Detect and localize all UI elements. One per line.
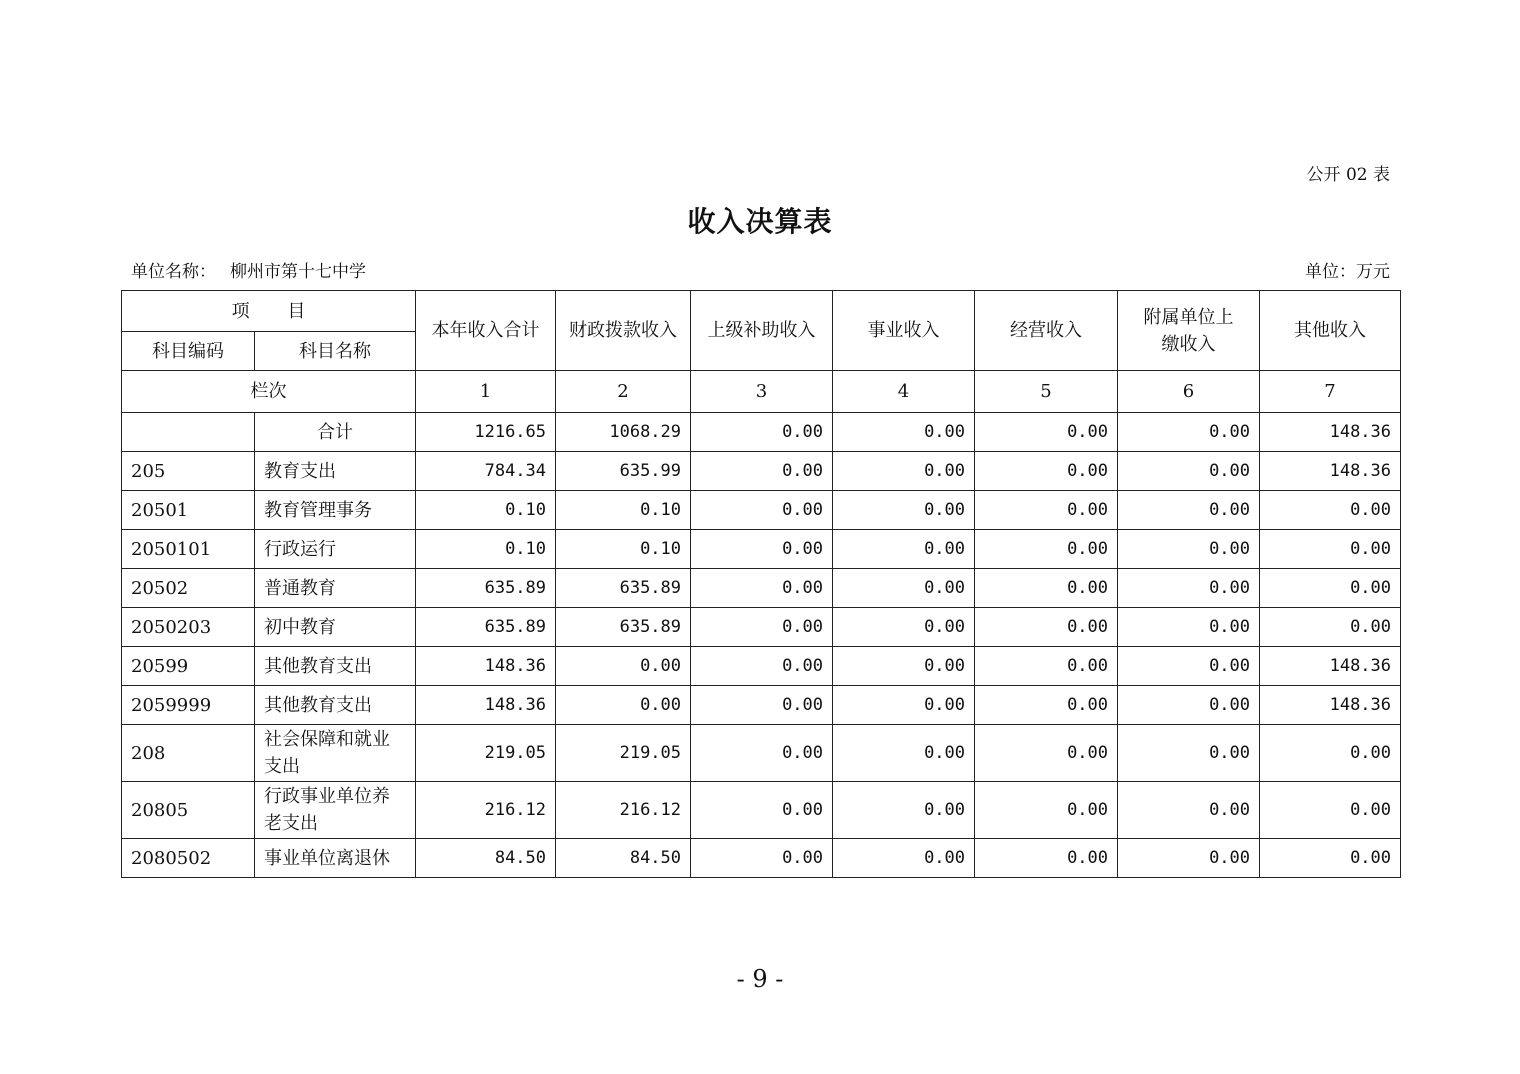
table-row: [122, 530, 1401, 569]
value-cell: 84.50: [556, 839, 691, 878]
value-cell: 0.00: [833, 725, 975, 782]
total-value: 1068.29: [556, 413, 691, 452]
column-index-number: 7: [1260, 371, 1401, 413]
table-row: [122, 608, 1401, 647]
header-col-5: 经营收入: [975, 291, 1118, 371]
value-cell: 0.00: [975, 725, 1118, 782]
value-cell: 0.00: [1260, 839, 1401, 878]
value-cell: 0.00: [975, 530, 1118, 569]
subject-name: 行政运行: [255, 530, 416, 569]
value-cell: 0.10: [416, 491, 556, 530]
value-cell: 0.00: [833, 647, 975, 686]
value-cell: 0.10: [556, 530, 691, 569]
page-number: - 9 -: [736, 965, 784, 993]
value-cell: 635.89: [416, 608, 556, 647]
value-cell: 0.00: [1260, 569, 1401, 608]
value-cell: 0.00: [1260, 491, 1401, 530]
value-cell: 0.00: [975, 569, 1118, 608]
total-value: 148.36: [1260, 413, 1401, 452]
table-row: [122, 725, 1401, 782]
value-cell: 0.00: [975, 839, 1118, 878]
value-cell: 148.36: [1260, 452, 1401, 491]
value-cell: 148.36: [1260, 686, 1401, 725]
total-value: 0.00: [833, 413, 975, 452]
value-cell: 148.36: [416, 647, 556, 686]
total-value: 0.00: [691, 413, 833, 452]
value-cell: 0.00: [691, 491, 833, 530]
value-cell: 0.00: [1260, 782, 1401, 839]
subject-code: 2059999: [122, 686, 255, 725]
value-cell: 0.00: [1118, 686, 1260, 725]
income-statement-table: [121, 290, 1401, 878]
value-cell: 148.36: [1260, 647, 1401, 686]
table-row: [122, 782, 1401, 839]
value-cell: 635.99: [556, 452, 691, 491]
value-cell: 0.00: [691, 725, 833, 782]
page-title: 收入决算表: [687, 205, 833, 238]
subject-name: 教育支出: [255, 452, 416, 491]
value-cell: 0.10: [416, 530, 556, 569]
header-col-4: 事业收入: [833, 291, 975, 371]
unit-name-label: 单位名称：: [131, 262, 216, 282]
value-cell: 0.00: [556, 647, 691, 686]
value-cell: 0.00: [1118, 725, 1260, 782]
subject-name: 其他教育支出: [255, 647, 416, 686]
value-cell: 0.00: [833, 530, 975, 569]
column-index-label: 栏次: [122, 371, 416, 413]
table-row: [122, 647, 1401, 686]
value-cell: 0.00: [691, 452, 833, 491]
column-index-number: 4: [833, 371, 975, 413]
subject-code: 20502: [122, 569, 255, 608]
header-col-3: 上级补助收入: [691, 291, 833, 371]
unit-name-line: [131, 257, 366, 282]
subject-code: 20501: [122, 491, 255, 530]
header-col-7: 其他收入: [1260, 291, 1401, 371]
value-cell: 0.00: [1260, 608, 1401, 647]
value-cell: 0.00: [833, 491, 975, 530]
subject-name: 其他教育支出: [255, 686, 416, 725]
value-cell: 0.10: [556, 491, 691, 530]
value-cell: 0.00: [691, 782, 833, 839]
value-cell: 0.00: [833, 569, 975, 608]
value-cell: 0.00: [975, 491, 1118, 530]
header-col-1: 本年收入合计: [416, 291, 556, 371]
value-cell: 0.00: [1118, 530, 1260, 569]
header-col-2: 财政拨款收入: [556, 291, 691, 371]
value-cell: 0.00: [691, 839, 833, 878]
table-row: [122, 491, 1401, 530]
table-row: [122, 452, 1401, 491]
subject-name: 初中教育: [255, 608, 416, 647]
total-value: 0.00: [975, 413, 1118, 452]
subject-name: 社会保障和就业支出: [255, 725, 416, 782]
value-cell: 0.00: [1118, 569, 1260, 608]
value-cell: 148.36: [416, 686, 556, 725]
value-cell: 784.34: [416, 452, 556, 491]
value-cell: 0.00: [1118, 491, 1260, 530]
subject-code: 208: [122, 725, 255, 782]
subject-code: 205: [122, 452, 255, 491]
value-cell: 0.00: [1260, 725, 1401, 782]
subject-name: 事业单位离退休: [255, 839, 416, 878]
value-cell: 0.00: [1118, 452, 1260, 491]
header-col-6: 附属单位上缴收入: [1118, 291, 1260, 371]
value-cell: 0.00: [1118, 839, 1260, 878]
header-item-label: 项 目: [231, 300, 306, 322]
column-index-row: [122, 371, 1401, 413]
subject-code: 20599: [122, 647, 255, 686]
column-index-number: 3: [691, 371, 833, 413]
value-cell: 0.00: [1118, 782, 1260, 839]
header-row: [122, 291, 1401, 332]
subject-name: 行政事业单位养老支出: [255, 782, 416, 839]
value-cell: 0.00: [691, 686, 833, 725]
value-cell: 0.00: [1118, 608, 1260, 647]
header-code: 科目编码: [122, 332, 255, 371]
subject-code: 2050101: [122, 530, 255, 569]
column-index-number: 5: [975, 371, 1118, 413]
value-cell: 635.89: [416, 569, 556, 608]
column-index-number: 6: [1118, 371, 1260, 413]
value-cell: 0.00: [975, 608, 1118, 647]
value-cell: 0.00: [833, 452, 975, 491]
value-cell: 0.00: [556, 686, 691, 725]
subject-name: 教育管理事务: [255, 491, 416, 530]
value-cell: 0.00: [1118, 647, 1260, 686]
currency-unit: 单位：万元: [1305, 262, 1390, 282]
subject-code: 2080502: [122, 839, 255, 878]
header-name: 科目名称: [255, 332, 416, 371]
table-row: [122, 839, 1401, 878]
value-cell: 219.05: [416, 725, 556, 782]
column-index-number: 1: [416, 371, 556, 413]
value-cell: 0.00: [975, 686, 1118, 725]
total-label: 合计: [255, 413, 416, 452]
value-cell: 0.00: [1260, 530, 1401, 569]
value-cell: 0.00: [691, 569, 833, 608]
value-cell: 0.00: [691, 608, 833, 647]
total-value: 1216.65: [416, 413, 556, 452]
total-row: [122, 413, 1401, 452]
value-cell: 635.89: [556, 608, 691, 647]
value-cell: 0.00: [833, 686, 975, 725]
value-cell: 0.00: [833, 839, 975, 878]
value-cell: 0.00: [691, 647, 833, 686]
subject-name: 普通教育: [255, 569, 416, 608]
column-index-number: 2: [556, 371, 691, 413]
value-cell: 0.00: [975, 452, 1118, 491]
value-cell: 219.05: [556, 725, 691, 782]
value-cell: 216.12: [416, 782, 556, 839]
value-cell: 216.12: [556, 782, 691, 839]
value-cell: 0.00: [833, 608, 975, 647]
table-row: [122, 686, 1401, 725]
value-cell: 0.00: [691, 530, 833, 569]
value-cell: 0.00: [833, 782, 975, 839]
header-item: [122, 291, 416, 332]
subject-code: 2050203: [122, 608, 255, 647]
value-cell: 84.50: [416, 839, 556, 878]
form-id: 公开 02 表: [1306, 165, 1390, 185]
value-cell: 0.00: [975, 647, 1118, 686]
total-value: 0.00: [1118, 413, 1260, 452]
value-cell: 635.89: [556, 569, 691, 608]
unit-name-value: 柳州市第十七中学: [230, 262, 366, 282]
subject-code: 20805: [122, 782, 255, 839]
value-cell: 0.00: [975, 782, 1118, 839]
table-row: [122, 569, 1401, 608]
total-code-cell: [122, 413, 255, 452]
